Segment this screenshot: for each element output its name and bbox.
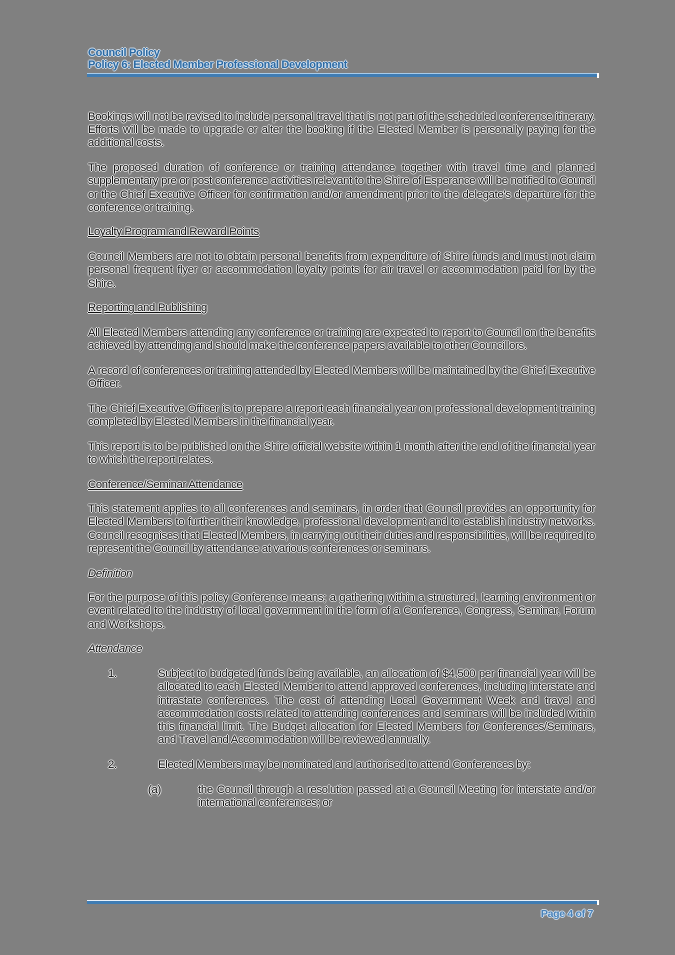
numbered-item bbox=[88, 759, 595, 772]
paragraph-loyalty: Council Members are not to obtain personal benefits from expenditure of Shire funds and must not claim personal frequent flyer or accommodation loyalty points for air travel or accommodation paid for by the Shire. bbox=[88, 251, 595, 290]
divider-cap bbox=[597, 73, 599, 78]
item-number: 1. bbox=[108, 668, 117, 681]
document-body bbox=[88, 111, 595, 821]
header-policy-title: Policy 6: Elected Member Professional Development bbox=[88, 59, 348, 71]
item-text: Subject to budgeted funds being available, an allocation of $4,500 per financial year will be allocated to each Elected Member to attend approved conferences, including interstate and intrastate conferences. The cost of attending Local Government Week and travel and accommodation costs related to attending conferences and seminars will be included within this financial limit. The Budget allocation for Elected Members for Conferences/Seminars, and Travel and Accommodation will be reviewed annually. bbox=[158, 668, 595, 747]
subitem-text: the Council through a resolution passed at a Council Meeting for interstate and/or international conferences; or bbox=[198, 783, 595, 809]
numbered-item bbox=[88, 668, 595, 747]
header-divider bbox=[87, 73, 597, 77]
paragraph-publish: This report is to be published on the Shire official website within 1 month after the end of the financial year to which the report relates. bbox=[88, 440, 595, 466]
subitem-letter: (a) bbox=[148, 783, 161, 796]
subheading-definition: Definition bbox=[88, 567, 133, 580]
paragraph-bookings: Bookings will not be revised to include personal travel that is not part of the scheduled conference itinerary. Efforts will be made to upgrade or alter the booking if the Elected Member is personally paying for the additional costs. bbox=[88, 111, 595, 150]
paragraph-definition: For the purpose of this policy Conference means; a gathering within a structured, learning environment or event related to the industry of local government in the form of a Conference, Congress, Seminar, Forum and Workshops. bbox=[88, 592, 595, 631]
page-number: Page 4 of 7 bbox=[540, 908, 593, 920]
subheading-attendance: Attendance bbox=[88, 643, 143, 656]
paragraph-ceo-report: The Chief Executive Officer is to prepare a report each financial year on professional development training completed by Elected Members in the financial year. bbox=[88, 402, 595, 428]
heading-conference-attendance: Conference/Seminar Attendance bbox=[88, 478, 243, 491]
paragraph-reporting-benefits: All Elected Members attending any conference or training are expected to report to Council on the benefits achieved by attending and should make the conference papers available to other Councillors. bbox=[88, 326, 595, 353]
paragraph-record: A record of conferences or training attended by Elected Members will be maintained by the Chief Executive Officer. bbox=[88, 364, 595, 391]
item-text: Elected Members may be nominated and authorised to attend Conferences by: bbox=[158, 758, 531, 771]
heading-loyalty-program: Loyalty Program and Reward Points bbox=[88, 226, 259, 239]
heading-reporting: Reporting and Publishing bbox=[88, 302, 208, 315]
header-council-policy: Council Policy bbox=[88, 47, 160, 59]
paragraph-duration: The proposed duration of conference or training attendance together with travel time and planned supplementary pre or post conference activities relevant to the Shire of Esperance will be notified to Council or the Chief Executive Officer for confirmation and/or amendment prior to the delegate's departure for the conference or training. bbox=[88, 162, 595, 214]
item-number: 2. bbox=[108, 758, 117, 771]
divider-cap bbox=[597, 900, 599, 905]
lettered-subitem bbox=[88, 784, 595, 810]
page-header bbox=[88, 47, 598, 71]
paragraph-statement: This statement applies to all conferences and seminars, in order that Council provides an opportunity for Elected Members to further their knowledge, professional development and to establish industry networks. Council recognises that Elected Members, in carrying out their duties and responsibilities, will be required to represent the Council by attendance at various conferences or seminars. bbox=[88, 503, 595, 555]
footer-divider bbox=[87, 900, 597, 904]
